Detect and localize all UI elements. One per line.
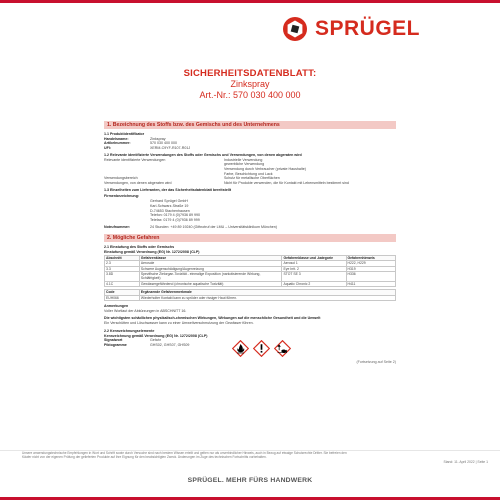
use-item: Verwendung durch Verbraucher (private Haushalte) [224, 166, 306, 171]
table-cell: Aquatic Chronic 2 [282, 281, 346, 286]
ghs-pictograms [232, 340, 295, 357]
table-cell: Wiederholter Kontakt kann zu spröder oder rissiger Haut führen. [139, 295, 395, 300]
emergency-label: Notrufnummer: [104, 224, 131, 229]
sprugel-logo-icon [282, 16, 308, 42]
hazard-classification-table [104, 255, 396, 287]
subsection-2-1: 2.1 Einstufung des Stoffs oder Gemischs [104, 245, 175, 250]
use-area-label: Verwendungsbereich [104, 176, 138, 181]
subsection-1-2: 1.2 Relevante identifizierte Verwendungen des Stoffs oder Gemischs und Verwendungen, von denen abgeraten wird [104, 152, 302, 157]
ufi-label: UFI: [104, 146, 111, 151]
subsection-2-2-clp: Kennzeichnung gemäß Verordnung (EG) Nr. 1272/2008 (CLP) [104, 333, 208, 338]
subsection-1-1: 1.1 Produktidentifikator [104, 132, 145, 136]
section-2-heading: 2. Mögliche Gefahren [104, 234, 396, 242]
relevant-uses-row [104, 158, 396, 177]
advised-against-row [104, 181, 396, 186]
address-line: Gerhard Sprügel GmbH [150, 199, 188, 204]
pictogram-value: GHS02, GHS07, GHS09 [150, 342, 190, 347]
article-number-label: Artikelnummer: [104, 141, 131, 146]
relevant-uses-label: Relevante identifizierte Verwendungen [104, 157, 166, 162]
document-title: SICHERHEITSDATENBLATT: [183, 68, 317, 79]
effects-text: Ein Verschütten und Löschwasser kann zu einer Umweltverschmutzung der Gewässer führen. [104, 321, 254, 326]
table-cell: Eye Irrit. 2 [282, 266, 346, 271]
table-header: Gefahrenhinweis [346, 255, 396, 260]
table-cell: 3.3 [105, 266, 140, 271]
supplier-address [150, 199, 396, 223]
pictogram-label: Piktogramme [104, 342, 127, 347]
table-cell: H222, H229 [346, 261, 396, 266]
ufi-value: XERM-C9YF-R107-R01J [150, 146, 191, 151]
continued-note: (Fortsetzung auf Seite 2) [356, 360, 396, 365]
subsection-2-2: 2.2 Kennzeichnungselemente [104, 328, 155, 333]
table-cell: 3.8D [105, 271, 140, 281]
footer-disclaimer: Unsere anwendungstechnische Empfehlungen in Wort und Schrift sowie durch Versuche sind nach bestem Wissen erteilt und gelten nur als unverbindlicher Hinweis, auch in Bezug auf etwaige Schutzrechte Dritter. Sie befreien den Käufer nicht von der eigenen Prüfung der gelieferten Produkte auf ihre Eignung für den beabsichtigten Zweck. Änderungen im Zuge des technischen Fortschritts vorbehalten. [22, 451, 347, 459]
use-item: Industrielle Verwendung [224, 157, 263, 162]
address-line: Karl-Schwarz-Straße 19 [150, 203, 189, 208]
table-cell: Spezifische Zielorgan-Toxizität - einmalige Exposition (narkotisierende Wirkung, Schläfrigkeit) [139, 271, 282, 281]
ufi-row [104, 146, 396, 151]
address-line: D-74653 Stachenhausen [150, 208, 190, 213]
advised-against-label: Verwendungen, von denen abgeraten wird [104, 181, 172, 186]
signal-word-label: Signalwort [104, 338, 123, 343]
use-area-value: Schutz für metallische Oberflächen [224, 176, 280, 181]
relevant-uses-list [224, 158, 396, 177]
document-title-block [0, 68, 500, 101]
table-cell: H319 [346, 266, 396, 271]
company-name-label: Firmenbezeichnung: [104, 194, 140, 199]
table-header: Gefahrenklasse und -kategorie [282, 255, 346, 260]
table-header: Code [105, 290, 140, 295]
emergency-row [104, 225, 396, 230]
pictogram-row [104, 343, 224, 348]
article-number-value: 570 030 400 000 [150, 141, 177, 146]
environment-icon [274, 340, 291, 357]
article-number: Art.-Nr.: 570 030 400 000 [199, 90, 301, 100]
labelling-fields [104, 338, 224, 347]
table-row [105, 295, 396, 300]
signal-word-value: Gefahr [150, 338, 161, 343]
remarks-label: Anmerkungen [104, 304, 129, 309]
table-row [105, 281, 396, 286]
table-cell: Schwere Augenschädigung/Augenreizung [139, 266, 282, 271]
table-cell: 2.3 [105, 261, 140, 266]
footer-date-page: Stand: 11. April 2022 | Seite 1 [443, 460, 488, 464]
document-content [104, 121, 396, 365]
table-cell: H336 [346, 271, 396, 281]
table-header: Abschnitt [105, 255, 140, 260]
trade-name-label: Handelsname: [104, 136, 129, 141]
table-header: Ergänzende Gefahrenmerkmale [139, 290, 395, 295]
emergency-value: 24 Stunden: +49 89 19240 (Giftnotruf der LMU – Universitätsklinikum München) [150, 224, 277, 229]
supplemental-hazards-table [104, 289, 396, 301]
remarks-text: Voller Wortlaut der Abkürzungen in ABSCHNITT 16. [104, 308, 187, 313]
table-cell: STOT SE 3 [282, 271, 346, 281]
table-cell: EUH066 [105, 295, 140, 300]
advised-against-value: Nicht für Produkte verwenden, die für Kontakt mit Lebensmitteln bestimmt sind [224, 181, 349, 186]
trade-name-value: Zinkspray [150, 136, 166, 141]
subsection-2-1-clp: Einstufung gemäß Verordnung (EG) Nr. 1272/2008 (CLP) [104, 250, 200, 255]
use-item: gewerbliche Verwendung [224, 162, 265, 167]
use-item: Farbe, Beschichtung und Lack [224, 171, 273, 176]
brand-name: SPRÜGEL [315, 17, 421, 40]
exclamation-mark-icon [253, 340, 270, 357]
table-cell: H411 [346, 281, 396, 286]
brand-logo[interactable] [282, 16, 420, 42]
product-name: Zinkspray [230, 79, 270, 89]
table-cell: Aerosole [139, 261, 282, 266]
table-cell: Gewässergefährdend (chronische aquatische Toxizität) [139, 281, 282, 286]
labelling-row [104, 338, 396, 357]
section-1-heading: 1. Bezeichnung des Stoffs bzw. des Gemischs und des Unternehmens [104, 121, 396, 129]
top-accent-stripe [0, 0, 500, 3]
subsection-1-3: 1.3 Einzelheiten zum Lieferanten, der das Sicherheitsdatenblatt bereitstellt [104, 187, 232, 192]
flame-icon [232, 340, 249, 357]
table-cell: 4.1C [105, 281, 140, 286]
table-row [105, 271, 396, 281]
address-line: Telefon: 0179 4 (0)7936 89 990 [150, 213, 200, 218]
table-cell: Aerosol 1 [282, 261, 346, 266]
table-header: Gefahrenklasse [139, 255, 282, 260]
brand-slogan: SPRÜGEL. MEHR FÜRS HANDWERK [187, 477, 313, 484]
effects-label: Die wichtigsten schädlichen physikalisch-chemischen Wirkungen, Wirkungen auf die menschliche Gesundheit und die Umwelt [104, 316, 321, 321]
address-line: Telefax: 0179 4 (0)7936 89 999 [150, 217, 200, 222]
